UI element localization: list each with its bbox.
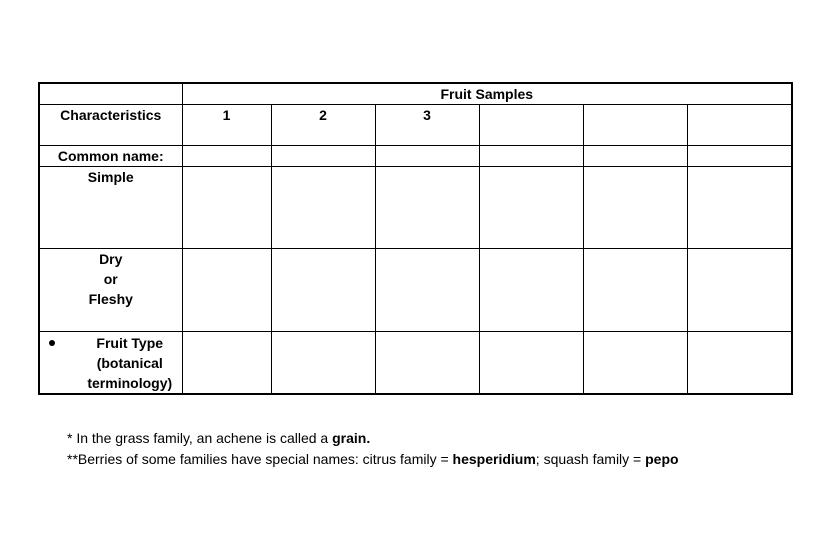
table-cell [479,332,583,395]
sample-number-2: 2 [271,105,375,146]
simple-row [39,167,792,249]
fruit-type-label [39,332,182,395]
table-cell [375,146,479,167]
fleshy-text: Fleshy [88,291,133,307]
table-cell [375,332,479,395]
table-cell [687,249,792,332]
simple-label: Simple [39,167,182,249]
footnote-2-hesperidium: hesperidium [452,451,536,467]
fruit-type-line-2: (botanical [96,355,163,371]
fruit-type-row [39,332,792,395]
table-cell [375,167,479,249]
characteristics-row [39,105,792,146]
table-cell [687,167,792,249]
table-cell [271,249,375,332]
table-cell [182,249,271,332]
footnote-2-pepo: pepo [645,451,679,467]
footnote-1-bold: grain. [332,430,371,446]
table-cell [687,332,792,395]
footnote-2-text: **Berries of some families have special names: citrus family = [67,451,453,467]
dry-or-fleshy-label [39,249,182,332]
table-cell [583,332,687,395]
characteristics-label: Characteristics [39,105,182,146]
sample-number-1: 1 [182,105,271,146]
dry-or-fleshy-row [39,249,792,332]
table-cell [583,146,687,167]
bullet-icon [49,340,55,346]
sample-number-4 [479,105,583,146]
footnote-grain [67,428,679,449]
fruit-type-line-1: Fruit Type [96,335,164,351]
table-cell [479,167,583,249]
or-text: or [103,271,118,287]
table-cell [182,167,271,249]
sample-number-5 [583,105,687,146]
table-cell [182,146,271,167]
table-cell [687,146,792,167]
empty-corner-cell [39,83,182,105]
table-cell [271,332,375,395]
table-cell [479,249,583,332]
common-name-row [39,146,792,167]
fruit-type-line-3: terminology) [87,375,173,391]
table-cell [375,249,479,332]
table-cell [271,146,375,167]
table-cell [583,167,687,249]
footnote-2-middle: ; squash family = [535,451,646,467]
sample-number-3: 3 [375,105,479,146]
table-cell [182,332,271,395]
table-cell [479,146,583,167]
table-cell [271,167,375,249]
dry-text: Dry [99,251,123,267]
fruit-samples-header: Fruit Samples [182,83,792,105]
footnotes [67,428,679,470]
footnote-1-text: * In the grass family, an achene is called a [67,430,333,446]
fruit-samples-table [38,82,793,395]
common-name-label: Common name: [39,146,182,167]
table-header-row [39,83,792,105]
sample-number-6 [687,105,792,146]
table-cell [583,249,687,332]
footnote-berries [67,449,679,470]
